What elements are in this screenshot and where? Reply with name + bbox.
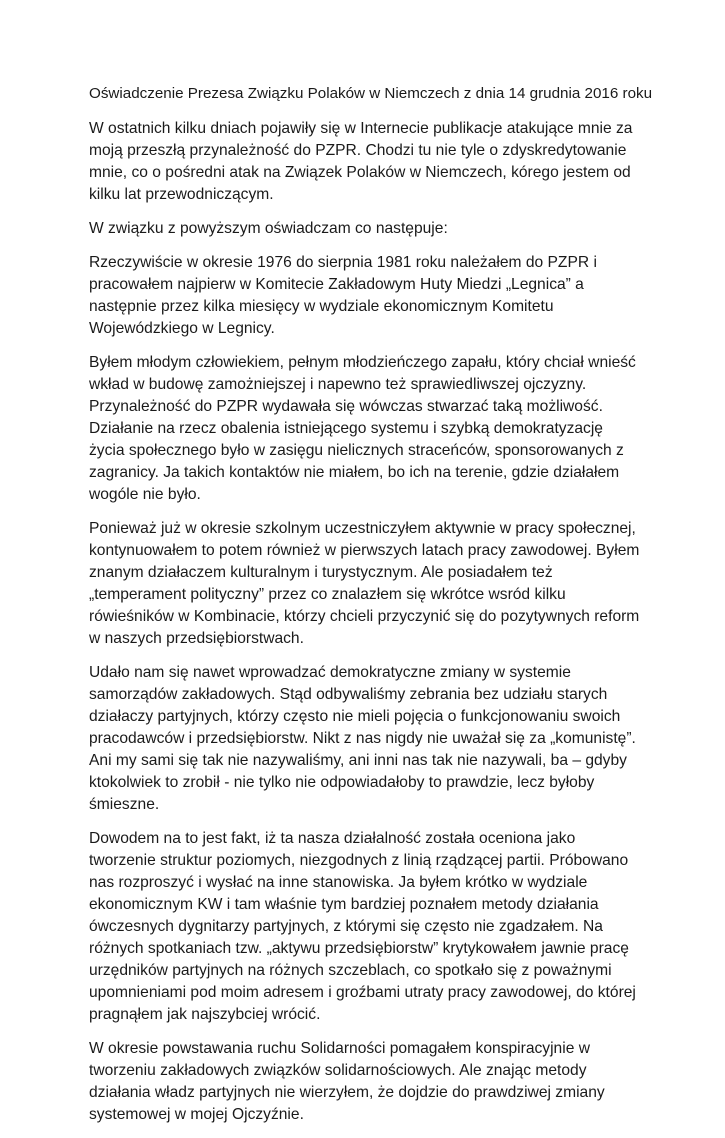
paragraph-3: Rzeczywiście w okresie 1976 do sierpnia 1981 roku należałem do PZPR i pracowałem najpierw w Komitecie Zakładowym Huty Miedzi „Legnica” a następnie przez kilka miesięcy w wydziale ekonomicznym Komitetu Wojewódzkiego w Legnicy. [89,254,597,337]
paragraph-1: W ostatnich kilku dniach pojawiły się w Internecie publikacje atakujące mnie za moją przeszłą przynależność do PZPR. Chodzi tu nie tyle o zdyskredytowanie mnie, co o pośredni atak na Związek Polaków w Niemczech, kórego jestem od kilku lat przewodniczącym. [89,120,633,203]
document-title: Oświadczenie Prezesa Związku Polaków w Niemczech z dnia 14 grudnia 2016 roku [89,85,653,102]
document-body [89,83,653,1138]
paragraph-7: Dowodem na to jest fakt, iż ta nasza działalność została oceniona jako tworzenie struktur poziomych, niezgodnych z linią rządzącej partii. Próbowano nas rozproszyć i wysłać na inne stanowiska. Ja byłem krótko w wydziale ekonomicznym KW i tam właśnie tym bardziej poznałem metody działania ówczesnych dygnitarzy partyjnych, z którymi się często nie zgadzałem. Na różnych spotkaniach tzw. „aktywu przedsiębiorstw” krytykowałem jawnie pracę urzędników partyjnych na różnych szczeblach, co spotkało się z poważnymi upomnieniami pod moim adresem i groźbami utraty pracy zawodowej, do której pragnąłem jak najszybciej wrócić. [89,830,636,1023]
paragraph-8: W okresie powstawania ruchu Solidarności pomagałem konspiracyjnie w tworzeniu zakładowych związków solidarnościowych. Ale znając metody działania władz partyjnych nie wierzyłem, że dojdzie do prawdziwej zmiany systemowej w mojej Ojczyźnie. [89,1040,605,1123]
paragraph-4: Byłem młodym człowiekiem, pełnym młodzieńczego zapału, który chciał wnieść wkład w budowę zamożniejszej i napewno też sprawiedliwszej ojczyzny. Przynależność do PZPR wydawała się wówczas stwarzać taką możliwość. Działanie na rzecz obalenia istniejącego systemu i szybką demokratyzację życia społecznego było w zasięgu nielicznych straceńców, sponsorowanych z zagranicy. Ja takich kontaktów nie miałem, bo ich na terenie, gdzie działałem wogóle nie było. [89,354,636,503]
paragraph-5: Ponieważ już w okresie szkolnym uczestniczyłem aktywnie w pracy społecznej, kontynuowałem to potem również w pierwszych latach pracy zawodowej. Byłem znanym działaczem kulturalnym i turystycznym. Ale posiadałem też „temperament polityczny” przez co znalazłem się wkrótce wsród kilku rówieśników w Kombinacie, którzy chcieli przyczynić się do pozytywnych reform w naszych przedsiębiorstwach. [89,520,640,647]
paragraph-6: Udało nam się nawet wprowadzać demokratyczne zmiany w systemie samorządów zakładowych. Stąd odbywaliśmy zebrania bez udziału starych działaczy partyjnych, którzy często nie mieli pojęcia o funkcjonowaniu swoich pracodawców i przedsiębiorstw. Nikt z nas nigdy nie uważał się za „komunistę”. Ani my sami się tak nie nazywaliśmy, ani inni nas tak nie nazywali, ba – gdyby ktokolwiek to zrobił - nie tylko nie odpowiadałoby to prawdzie, lecz byłoby śmieszne. [89,664,636,813]
paragraph-2: W związku z powyższym oświadczam co następuje: [89,220,448,237]
